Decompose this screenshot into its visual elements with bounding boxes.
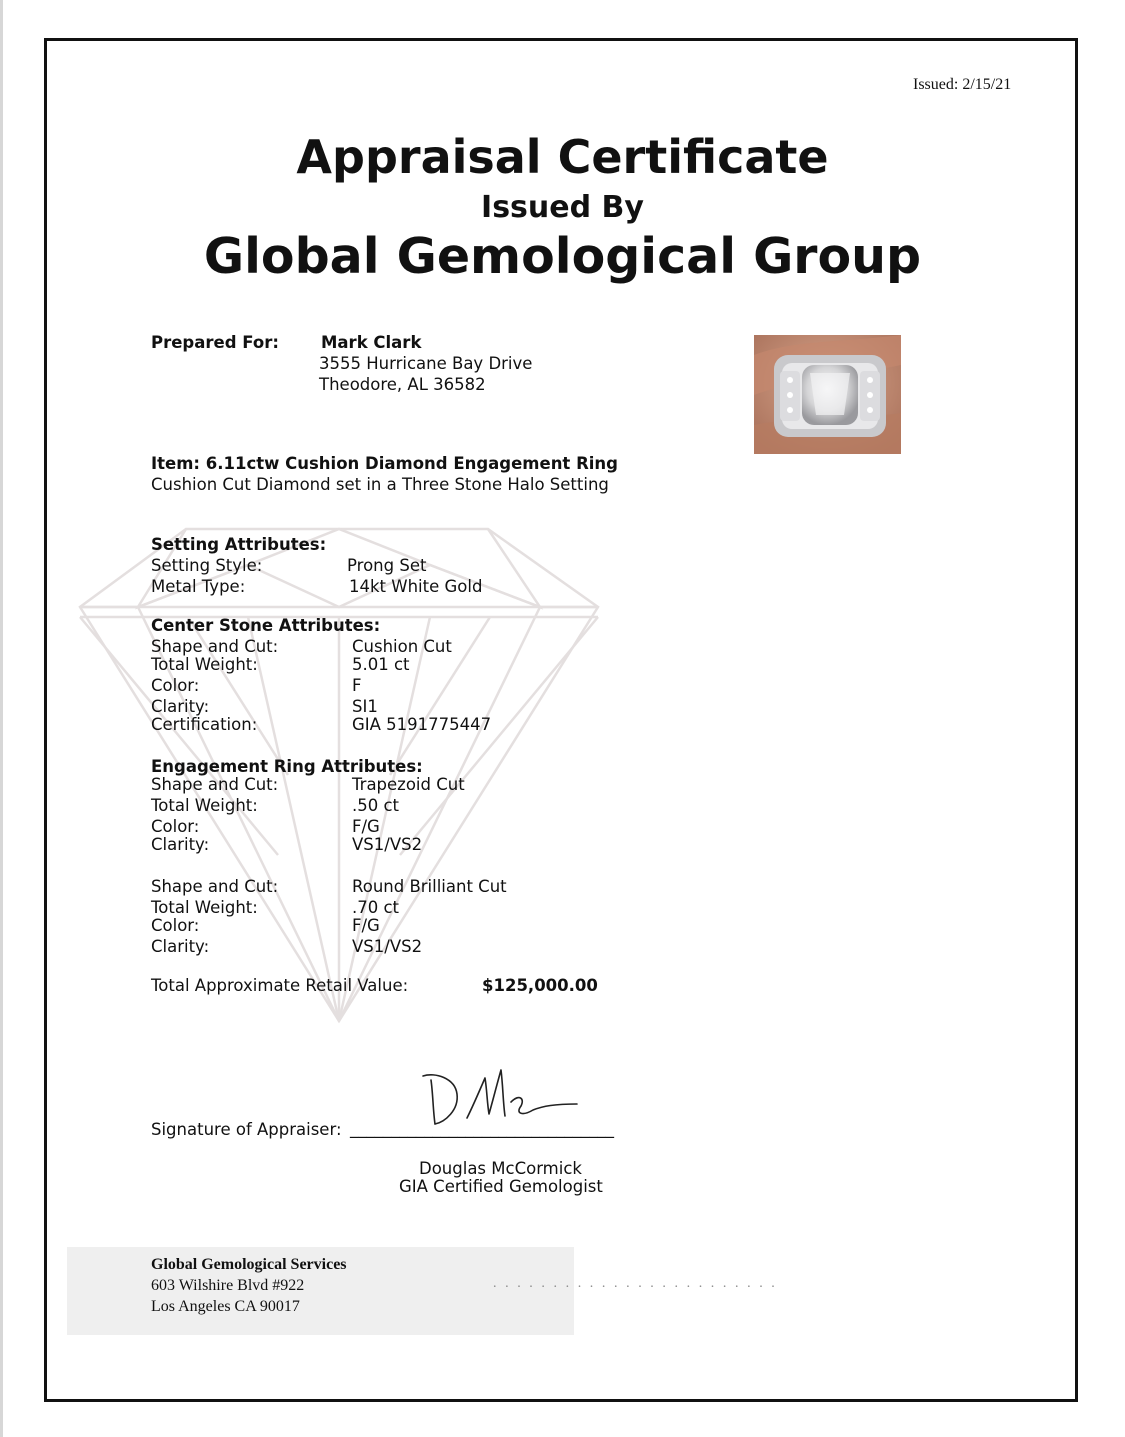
attribute-label: Color: — [151, 676, 200, 695]
footer-company: Global Gemological Services — [151, 1256, 347, 1273]
attribute-value: Trapezoid Cut — [352, 775, 465, 794]
issued-date: Issued: 2/15/21 — [913, 76, 1012, 93]
attribute-label: Color: — [151, 817, 200, 836]
attribute-value: .50 ct — [352, 796, 400, 815]
attribute-value: .70 ct — [352, 898, 400, 917]
attribute-label: Total Weight: — [151, 655, 258, 674]
attribute-value: Prong Set — [347, 556, 427, 575]
attribute-label: Color: — [151, 916, 200, 935]
attribute-value: Cushion Cut — [352, 637, 452, 656]
footer-dotted-line: ........................ — [493, 1276, 784, 1291]
client-address-line1: 3555 Hurricane Bay Drive — [319, 354, 533, 373]
signature-label: Signature of Appraiser: — [151, 1120, 342, 1139]
attribute-label: Certification: — [151, 715, 258, 734]
attribute-value: VS1/VS2 — [352, 937, 423, 956]
subtitle: Issued By — [481, 190, 644, 225]
attribute-value: F/G — [352, 817, 380, 836]
total-value: $125,000.00 — [482, 976, 598, 995]
attribute-label: Total Weight: — [151, 796, 258, 815]
attribute-label: Metal Type: — [151, 577, 246, 596]
engagement-ring-heading: Engagement Ring Attributes: — [151, 757, 423, 776]
prepared-for-label: Prepared For: — [151, 333, 279, 352]
issuer-name: Global Gemological Group — [203, 228, 922, 285]
footer-address-line1: 603 Wilshire Blvd #922 — [151, 1277, 305, 1294]
attribute-label: Shape and Cut: — [151, 775, 279, 794]
page-title: Appraisal Certificate — [296, 130, 829, 184]
attribute-label: Shape and Cut: — [151, 637, 279, 656]
attribute-value: SI1 — [352, 697, 378, 716]
item-description: Cushion Cut Diamond set in a Three Stone Halo Setting — [151, 475, 609, 494]
signature-line: ________________________________ — [350, 1119, 614, 1138]
attribute-label: Clarity: — [151, 835, 210, 854]
attribute-value: 5.01 ct — [352, 655, 410, 674]
ring-photo — [754, 335, 901, 454]
attribute-value: VS1/VS2 — [352, 835, 423, 854]
attribute-value: Round Brilliant Cut — [352, 877, 507, 896]
attribute-label: Setting Style: — [151, 556, 263, 575]
attribute-label: Clarity: — [151, 937, 210, 956]
attribute-value: 14kt White Gold — [349, 577, 483, 596]
setting-heading: Setting Attributes: — [151, 535, 327, 554]
attribute-label: Shape and Cut: — [151, 877, 279, 896]
appraiser-title: GIA Certified Gemologist — [399, 1177, 603, 1196]
footer-address-line2: Los Angeles CA 90017 — [151, 1298, 300, 1315]
client-address-line2: Theodore, AL 36582 — [319, 375, 486, 394]
item-title: Item: 6.11ctw Cushion Diamond Engagement Ring — [151, 454, 618, 473]
center-stone-heading: Center Stone Attributes: — [151, 616, 381, 635]
attribute-label: Clarity: — [151, 697, 210, 716]
attribute-value: F/G — [352, 916, 380, 935]
appraiser-name: Douglas McCormick — [419, 1159, 582, 1178]
client-name: Mark Clark — [321, 333, 422, 352]
attribute-label: Total Weight: — [151, 898, 258, 917]
total-value-label: Total Approximate Retail Value: — [151, 976, 409, 995]
attribute-value: F — [352, 676, 362, 695]
attribute-value: GIA 5191775447 — [352, 715, 492, 734]
